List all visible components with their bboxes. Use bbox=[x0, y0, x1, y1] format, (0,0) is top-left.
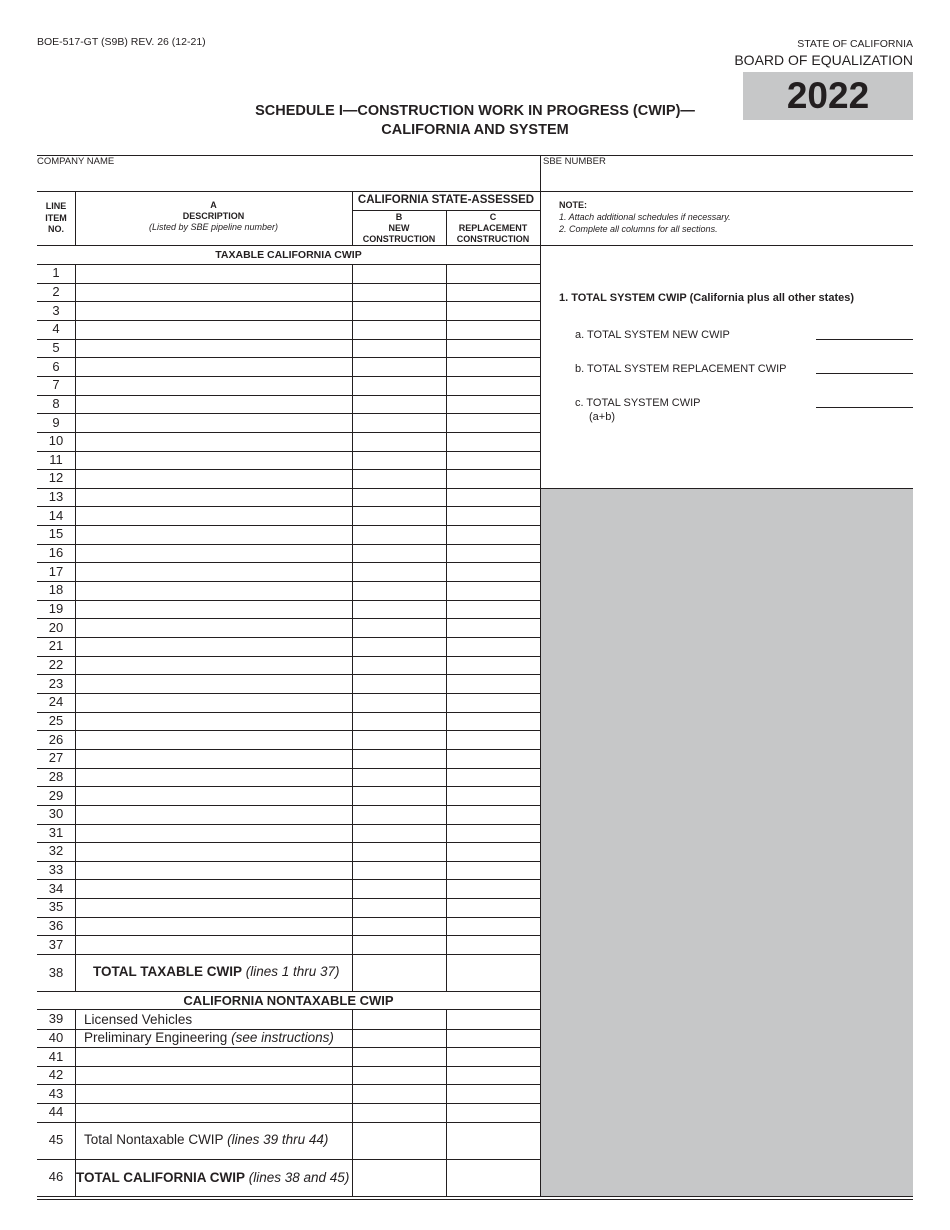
note-item-1: 1. Attach additional schedules if necessary. bbox=[559, 212, 731, 222]
description-cell[interactable] bbox=[76, 731, 351, 748]
board-label: BOARD OF EQUALIZATION bbox=[734, 52, 913, 68]
line-number: 20 bbox=[48, 619, 64, 635]
line-number: 27 bbox=[48, 750, 64, 766]
taxable-section-header: TAXABLE CALIFORNIA CWIP bbox=[215, 249, 362, 261]
description-cell[interactable] bbox=[76, 302, 351, 319]
description-cell[interactable] bbox=[76, 619, 351, 636]
replacement-construction-cell[interactable] bbox=[447, 880, 539, 897]
replacement-construction-cell[interactable] bbox=[447, 321, 539, 338]
replacement-construction-cell[interactable] bbox=[447, 806, 539, 823]
line-number: 17 bbox=[48, 563, 64, 579]
new-construction-cell[interactable] bbox=[353, 936, 445, 953]
line-46-bold: TOTAL CALIFORNIA CWIP bbox=[76, 1170, 245, 1185]
line-number: 2 bbox=[52, 283, 60, 299]
line-number: 39 bbox=[48, 1011, 64, 1027]
description-cell[interactable] bbox=[76, 582, 351, 599]
line-number: 23 bbox=[48, 675, 64, 691]
column-b-line1: NEW bbox=[388, 223, 410, 233]
new-construction-cell[interactable] bbox=[353, 769, 445, 786]
new-construction-cell[interactable] bbox=[353, 899, 445, 916]
new-construction-cell[interactable] bbox=[353, 731, 445, 748]
description-cell[interactable] bbox=[76, 265, 351, 282]
line-item-header-l1: LINE bbox=[45, 201, 67, 211]
new-construction-cell[interactable] bbox=[353, 414, 445, 431]
description-cell[interactable] bbox=[76, 321, 351, 338]
new-construction-cell[interactable] bbox=[353, 862, 445, 879]
replacement-construction-cell[interactable] bbox=[447, 1104, 539, 1121]
sbe-number-label: SBE NUMBER bbox=[543, 156, 606, 167]
description-cell[interactable] bbox=[76, 918, 351, 935]
line-number: 40 bbox=[48, 1029, 64, 1045]
line-number: 18 bbox=[48, 582, 64, 598]
description-cell[interactable] bbox=[76, 452, 351, 469]
description-cell[interactable] bbox=[76, 787, 351, 804]
new-construction-cell[interactable] bbox=[353, 825, 445, 842]
replacement-construction-cell[interactable] bbox=[447, 1030, 539, 1047]
line-number: 6 bbox=[52, 358, 60, 374]
column-b-line2: CONSTRUCTION bbox=[362, 234, 436, 244]
replacement-construction-cell[interactable] bbox=[447, 433, 539, 450]
divider bbox=[37, 991, 540, 992]
new-construction-cell[interactable] bbox=[353, 452, 445, 469]
new-construction-cell[interactable] bbox=[353, 843, 445, 860]
line-number: 14 bbox=[48, 507, 64, 523]
divider bbox=[75, 191, 76, 245]
line-number: 12 bbox=[48, 470, 64, 486]
description-cell[interactable] bbox=[76, 806, 351, 823]
column-c-header bbox=[446, 212, 540, 245]
description-cell[interactable] bbox=[76, 470, 351, 487]
new-construction-cell[interactable] bbox=[353, 918, 445, 935]
replacement-construction-cell[interactable] bbox=[447, 507, 539, 524]
line-46-italic: (lines 38 and 45) bbox=[245, 1170, 350, 1185]
line-item-header bbox=[37, 201, 75, 236]
line-number: 46 bbox=[48, 1169, 64, 1185]
line-number: 5 bbox=[52, 339, 60, 355]
replacement-construction-cell[interactable] bbox=[447, 396, 539, 413]
description-cell[interactable] bbox=[76, 713, 351, 730]
line-number: 9 bbox=[52, 414, 60, 430]
description-cell[interactable] bbox=[76, 433, 351, 450]
divider bbox=[446, 264, 447, 991]
column-a-letter: A bbox=[210, 200, 217, 210]
new-construction-cell[interactable] bbox=[353, 955, 445, 990]
description-cell[interactable] bbox=[76, 694, 351, 711]
replacement-construction-cell[interactable] bbox=[447, 731, 539, 748]
new-construction-cell[interactable] bbox=[353, 1048, 445, 1065]
replacement-construction-cell[interactable] bbox=[447, 452, 539, 469]
description-cell[interactable] bbox=[76, 340, 351, 357]
column-b-header bbox=[352, 212, 446, 245]
new-construction-cell[interactable] bbox=[353, 396, 445, 413]
column-a-title: DESCRIPTION bbox=[182, 211, 245, 221]
new-construction-cell[interactable] bbox=[353, 358, 445, 375]
total-system-replacement-cwip-field[interactable] bbox=[816, 373, 913, 374]
description-cell[interactable] bbox=[76, 936, 351, 953]
description-cell[interactable] bbox=[76, 1048, 351, 1065]
total-system-new-cwip-field[interactable] bbox=[816, 339, 913, 340]
company-name-label: COMPANY NAME bbox=[37, 156, 115, 167]
line-number: 22 bbox=[48, 656, 64, 672]
divider bbox=[446, 1009, 447, 1196]
total-system-cwip-field[interactable] bbox=[816, 407, 913, 408]
new-construction-cell[interactable] bbox=[353, 694, 445, 711]
state-label: STATE OF CALIFORNIA bbox=[797, 38, 913, 50]
replacement-construction-cell[interactable] bbox=[447, 1160, 539, 1195]
line-38-italic: (lines 1 thru 37) bbox=[242, 964, 340, 979]
new-construction-cell[interactable] bbox=[353, 1011, 445, 1028]
description-cell[interactable] bbox=[76, 675, 351, 692]
line-45-text: Total Nontaxable CWIP bbox=[84, 1132, 228, 1147]
note-item-2: 2. Complete all columns for all sections. bbox=[559, 224, 718, 234]
divider bbox=[541, 488, 913, 489]
line-38-description bbox=[93, 964, 340, 979]
line-number: 16 bbox=[48, 545, 64, 561]
new-construction-cell[interactable] bbox=[353, 806, 445, 823]
line-number: 32 bbox=[48, 843, 64, 859]
line-number: 33 bbox=[48, 862, 64, 878]
line-number: 35 bbox=[48, 899, 64, 915]
line-number: 15 bbox=[48, 526, 64, 542]
replacement-construction-cell[interactable] bbox=[447, 713, 539, 730]
new-construction-cell[interactable] bbox=[353, 787, 445, 804]
divider bbox=[75, 264, 76, 991]
line-number: 44 bbox=[48, 1104, 64, 1120]
column-c-line2: CONSTRUCTION bbox=[456, 234, 530, 244]
description-cell[interactable] bbox=[76, 862, 351, 879]
new-construction-cell[interactable] bbox=[353, 265, 445, 282]
divider bbox=[37, 191, 913, 192]
replacement-construction-cell[interactable] bbox=[447, 358, 539, 375]
replacement-construction-cell[interactable] bbox=[447, 619, 539, 636]
divider bbox=[37, 245, 913, 246]
description-cell[interactable] bbox=[76, 769, 351, 786]
description-cell[interactable] bbox=[76, 545, 351, 562]
title-line-2: CALIFORNIA AND SYSTEM bbox=[381, 122, 569, 138]
line-number: 34 bbox=[48, 880, 64, 896]
new-construction-cell[interactable] bbox=[353, 657, 445, 674]
new-construction-cell[interactable] bbox=[353, 675, 445, 692]
new-construction-cell[interactable] bbox=[353, 507, 445, 524]
description-cell[interactable] bbox=[76, 750, 351, 767]
description-cell[interactable] bbox=[76, 899, 351, 916]
description-cell[interactable] bbox=[76, 358, 351, 375]
shaded-area bbox=[541, 489, 913, 1196]
new-construction-cell[interactable] bbox=[353, 1030, 445, 1047]
description-cell[interactable] bbox=[76, 489, 351, 506]
replacement-construction-cell[interactable] bbox=[447, 545, 539, 562]
description-cell[interactable] bbox=[76, 1104, 351, 1121]
line-40-text: Preliminary Engineering bbox=[84, 1030, 232, 1045]
line-number: 29 bbox=[48, 787, 64, 803]
replacement-construction-cell[interactable] bbox=[447, 955, 539, 990]
replacement-construction-cell[interactable] bbox=[447, 1048, 539, 1065]
replacement-construction-cell[interactable] bbox=[447, 582, 539, 599]
description-cell[interactable] bbox=[76, 880, 351, 897]
replacement-construction-cell[interactable] bbox=[447, 414, 539, 431]
description-cell[interactable] bbox=[76, 638, 351, 655]
replacement-construction-cell[interactable] bbox=[447, 862, 539, 879]
replacement-construction-cell[interactable] bbox=[447, 769, 539, 786]
line-number: 43 bbox=[48, 1085, 64, 1101]
line-number: 1 bbox=[52, 265, 60, 281]
company-name-field[interactable] bbox=[41, 170, 535, 188]
replacement-construction-cell[interactable] bbox=[447, 265, 539, 282]
note-title: NOTE: bbox=[559, 200, 587, 210]
line-45-italic: (lines 39 thru 44) bbox=[227, 1132, 329, 1147]
replacement-construction-cell[interactable] bbox=[447, 936, 539, 953]
divider bbox=[75, 1009, 76, 1196]
line-40-italic: (see instructions) bbox=[231, 1030, 334, 1045]
total-system-cwip-sub: (a+b) bbox=[589, 411, 615, 423]
total-system-cwip-label: c. TOTAL SYSTEM CWIP bbox=[575, 397, 701, 409]
replacement-construction-cell[interactable] bbox=[447, 340, 539, 357]
new-construction-cell[interactable] bbox=[353, 545, 445, 562]
column-c-line1: REPLACEMENT bbox=[458, 223, 528, 233]
line-item-header-l3: NO. bbox=[47, 224, 64, 234]
new-construction-cell[interactable] bbox=[353, 433, 445, 450]
new-construction-cell[interactable] bbox=[353, 713, 445, 730]
description-cell[interactable] bbox=[76, 414, 351, 431]
description-cell[interactable] bbox=[76, 377, 351, 394]
description-cell[interactable] bbox=[76, 507, 351, 524]
description-header bbox=[75, 200, 352, 233]
column-a-subtitle: (Listed by SBE pipeline number) bbox=[148, 222, 279, 232]
line-number: 7 bbox=[52, 377, 60, 393]
divider bbox=[352, 1009, 353, 1196]
replacement-construction-cell[interactable] bbox=[447, 787, 539, 804]
new-construction-cell[interactable] bbox=[353, 638, 445, 655]
replacement-construction-cell[interactable] bbox=[447, 918, 539, 935]
description-cell[interactable] bbox=[76, 563, 351, 580]
replacement-construction-cell[interactable] bbox=[447, 377, 539, 394]
column-b-letter: B bbox=[395, 212, 403, 222]
divider bbox=[37, 155, 913, 156]
divider bbox=[352, 264, 353, 991]
line-number: 28 bbox=[48, 768, 64, 784]
line-number: 19 bbox=[48, 601, 64, 617]
line-number: 26 bbox=[48, 731, 64, 747]
sbe-number-field[interactable] bbox=[546, 170, 908, 188]
new-construction-cell[interactable] bbox=[353, 750, 445, 767]
replacement-construction-cell[interactable] bbox=[447, 563, 539, 580]
new-construction-cell[interactable] bbox=[353, 302, 445, 319]
line-number: 38 bbox=[48, 964, 64, 980]
new-construction-cell[interactable] bbox=[353, 377, 445, 394]
line-item-header-l2: ITEM bbox=[45, 212, 67, 223]
description-cell[interactable] bbox=[76, 657, 351, 674]
replacement-construction-cell[interactable] bbox=[447, 526, 539, 543]
note bbox=[559, 199, 731, 235]
description-cell[interactable] bbox=[76, 396, 351, 413]
replacement-construction-cell[interactable] bbox=[447, 284, 539, 301]
line-number: 42 bbox=[48, 1067, 64, 1083]
line-number: 25 bbox=[48, 712, 64, 728]
divider bbox=[37, 1009, 540, 1010]
line-number: 21 bbox=[48, 638, 64, 654]
line-number: 13 bbox=[48, 489, 64, 505]
new-construction-cell[interactable] bbox=[353, 601, 445, 618]
replacement-construction-cell[interactable] bbox=[447, 750, 539, 767]
replacement-construction-cell[interactable] bbox=[447, 899, 539, 916]
new-construction-cell[interactable] bbox=[353, 489, 445, 506]
california-state-assessed-header: CALIFORNIA STATE-ASSESSED bbox=[357, 194, 535, 206]
replacement-construction-cell[interactable] bbox=[447, 601, 539, 618]
new-construction-cell[interactable] bbox=[353, 321, 445, 338]
line-number: 4 bbox=[52, 321, 60, 337]
line-38-bold: TOTAL TAXABLE CWIP bbox=[93, 964, 242, 979]
description-cell[interactable] bbox=[76, 284, 351, 301]
divider bbox=[352, 191, 353, 245]
description-cell[interactable] bbox=[76, 1067, 351, 1084]
total-system-new-cwip-label: a. TOTAL SYSTEM NEW CWIP bbox=[575, 329, 730, 341]
new-construction-cell[interactable] bbox=[353, 582, 445, 599]
replacement-construction-cell[interactable] bbox=[447, 843, 539, 860]
line-number: 41 bbox=[48, 1048, 64, 1064]
replacement-construction-cell[interactable] bbox=[447, 638, 539, 655]
form-year: 2022 bbox=[786, 75, 870, 116]
line-39-description: Licensed Vehicles bbox=[84, 1012, 193, 1027]
nontaxable-section-header: CALIFORNIA NONTAXABLE CWIP bbox=[183, 993, 394, 1008]
title-line-1: SCHEDULE I—CONSTRUCTION WORK IN PROGRESS (CWIP)— bbox=[255, 103, 695, 119]
replacement-construction-cell[interactable] bbox=[447, 1085, 539, 1102]
total-system-replacement-cwip-label: b. TOTAL SYSTEM REPLACEMENT CWIP bbox=[575, 363, 787, 375]
form-id: BOE-517-GT (S9B) REV. 26 (12-21) bbox=[37, 36, 206, 48]
line-40-description bbox=[84, 1030, 334, 1045]
new-construction-cell[interactable] bbox=[353, 470, 445, 487]
replacement-construction-cell[interactable] bbox=[447, 825, 539, 842]
line-number: 30 bbox=[48, 806, 64, 822]
year-box bbox=[743, 72, 913, 120]
line-number: 8 bbox=[52, 395, 60, 411]
replacement-construction-cell[interactable] bbox=[447, 694, 539, 711]
line-number: 24 bbox=[48, 694, 64, 710]
replacement-construction-cell[interactable] bbox=[447, 675, 539, 692]
divider bbox=[37, 1196, 913, 1197]
description-cell[interactable] bbox=[76, 1085, 351, 1102]
description-cell[interactable] bbox=[76, 526, 351, 543]
new-construction-cell[interactable] bbox=[353, 1123, 445, 1158]
column-c-letter: C bbox=[489, 212, 497, 222]
line-number: 10 bbox=[48, 433, 64, 449]
line-45-description bbox=[84, 1132, 328, 1147]
new-construction-cell[interactable] bbox=[353, 563, 445, 580]
line-number: 37 bbox=[48, 936, 64, 952]
replacement-construction-cell[interactable] bbox=[447, 489, 539, 506]
new-construction-cell[interactable] bbox=[353, 340, 445, 357]
new-construction-cell[interactable] bbox=[353, 1085, 445, 1102]
new-construction-cell[interactable] bbox=[353, 526, 445, 543]
replacement-construction-cell[interactable] bbox=[447, 657, 539, 674]
description-cell[interactable] bbox=[76, 825, 351, 842]
replacement-construction-cell[interactable] bbox=[447, 302, 539, 319]
divider bbox=[37, 1199, 913, 1200]
line-number: 3 bbox=[52, 302, 60, 318]
replacement-construction-cell[interactable] bbox=[447, 1067, 539, 1084]
description-cell[interactable] bbox=[76, 601, 351, 618]
new-construction-cell[interactable] bbox=[353, 284, 445, 301]
new-construction-cell[interactable] bbox=[353, 1067, 445, 1084]
line-number: 36 bbox=[48, 918, 64, 934]
description-cell[interactable] bbox=[76, 843, 351, 860]
line-number: 31 bbox=[48, 824, 64, 840]
new-construction-cell[interactable] bbox=[353, 1160, 445, 1195]
divider bbox=[446, 210, 447, 245]
page-title bbox=[220, 102, 730, 140]
line-46-description bbox=[76, 1170, 349, 1185]
replacement-construction-cell[interactable] bbox=[447, 1011, 539, 1028]
total-system-cwip-title: 1. TOTAL SYSTEM CWIP (California plus all other states) bbox=[559, 292, 855, 304]
new-construction-cell[interactable] bbox=[353, 619, 445, 636]
line-number: 11 bbox=[49, 451, 63, 467]
new-construction-cell[interactable] bbox=[353, 1104, 445, 1121]
line-number: 45 bbox=[48, 1132, 64, 1148]
replacement-construction-cell[interactable] bbox=[447, 470, 539, 487]
new-construction-cell[interactable] bbox=[353, 880, 445, 897]
replacement-construction-cell[interactable] bbox=[447, 1123, 539, 1158]
